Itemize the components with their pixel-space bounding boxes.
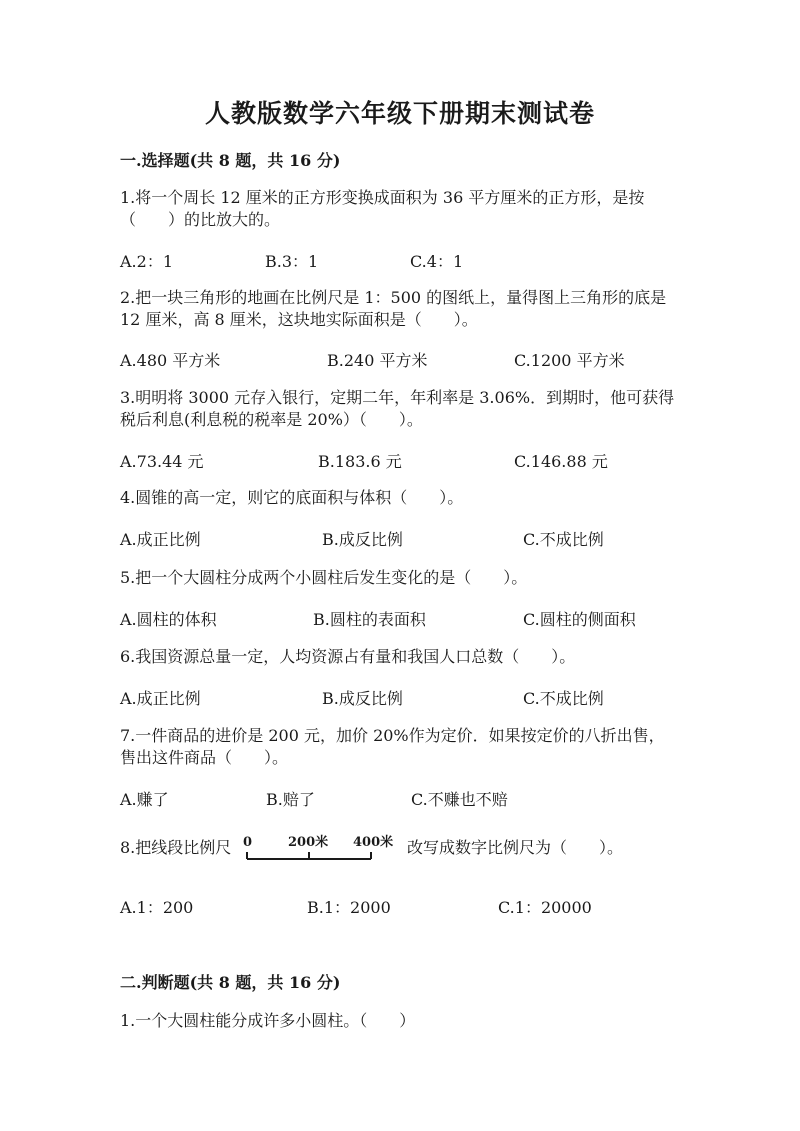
- scale-label-0: 0: [243, 835, 253, 850]
- question-1-option-a[interactable]: A.2：1: [120, 252, 174, 271]
- question-3-option-c[interactable]: C.146.88 元: [514, 452, 608, 471]
- question-5-option-b[interactable]: B.圆柱的表面积: [313, 610, 426, 629]
- page-title: 人教版数学六年级下册期末测试卷: [204, 99, 595, 128]
- question-4-text: 4.圆锥的高一定，则它的底面积与体积（ ）。: [120, 488, 464, 507]
- section-heading-choice: 一.选择题(共 8 题，共 16 分): [120, 151, 341, 170]
- question-2-option-c[interactable]: C.1200 平方米: [514, 351, 625, 370]
- question-1-option-b[interactable]: B.3：1: [265, 252, 319, 271]
- question-3-option-a[interactable]: A.73.44 元: [120, 452, 204, 471]
- line-segment-scale: [238, 828, 398, 868]
- question-2-text: 2.把一块三角形的地画在比例尺是 1：500 的图纸上，量得图上三角形的底是 12 厘米，高 8 厘米，这块地实际面积是（ ）。: [120, 288, 667, 329]
- judgment-question-1-text: 1.一个大圆柱能分成许多小圆柱。（ ）: [120, 1011, 416, 1030]
- question-8-option-b[interactable]: B.1：2000: [307, 898, 391, 917]
- question-8-text-after: 改写成数字比例尺为（ ）。: [407, 838, 624, 857]
- section-heading-judgment: 二.判断题(共 8 题，共 16 分): [120, 973, 341, 992]
- question-7-text: 7.一件商品的进价是 200 元，加价 20%作为定价．如果按定价的八折出售，售出这件商品（ ）。: [120, 726, 665, 767]
- scale-label-400: 400米: [353, 835, 394, 850]
- question-4-option-a[interactable]: A.成正比例: [120, 530, 201, 549]
- question-5-option-a[interactable]: A.圆柱的体积: [120, 610, 217, 629]
- question-5-option-c[interactable]: C.圆柱的侧面积: [523, 610, 636, 629]
- question-2-option-a[interactable]: A.480 平方米: [120, 351, 221, 370]
- question-8-text-before: 8.把线段比例尺: [120, 838, 232, 857]
- question-7-option-b[interactable]: B.赔了: [266, 790, 315, 809]
- question-2-option-b[interactable]: B.240 平方米: [327, 351, 428, 370]
- question-5-text: 5.把一个大圆柱分成两个小圆柱后发生变化的是（ ）。: [120, 568, 528, 587]
- question-6-option-b[interactable]: B.成反比例: [322, 689, 403, 708]
- question-1-option-c[interactable]: C.4：1: [410, 252, 464, 271]
- question-6-text: 6.我国资源总量一定，人均资源占有量和我国人口总数（ ）。: [120, 647, 576, 666]
- question-4-option-c[interactable]: C.不成比例: [523, 530, 604, 549]
- question-7-option-a[interactable]: A.赚了: [120, 790, 169, 809]
- question-6-option-a[interactable]: A.成正比例: [120, 689, 201, 708]
- question-4-option-b[interactable]: B.成反比例: [322, 530, 403, 549]
- question-3-option-b[interactable]: B.183.6 元: [318, 452, 402, 471]
- question-3-text: 3.明明将 3000 元存入银行，定期二年，年利率是 3.06%．到期时，他可获得税后利息(利息税的税率是 20%）（ ）。: [120, 388, 675, 429]
- question-6-option-c[interactable]: C.不成比例: [523, 689, 604, 708]
- question-7-option-c[interactable]: C.不赚也不赔: [411, 790, 508, 809]
- question-8-option-c[interactable]: C.1：20000: [498, 898, 592, 917]
- question-1-text: 1.将一个周长 12 厘米的正方形变换成面积为 36 平方厘米的正方形，是按（ ）的比放大的。: [120, 188, 645, 229]
- scale-label-200: 200米: [288, 835, 329, 850]
- question-8-option-a[interactable]: A.1：200: [120, 898, 194, 917]
